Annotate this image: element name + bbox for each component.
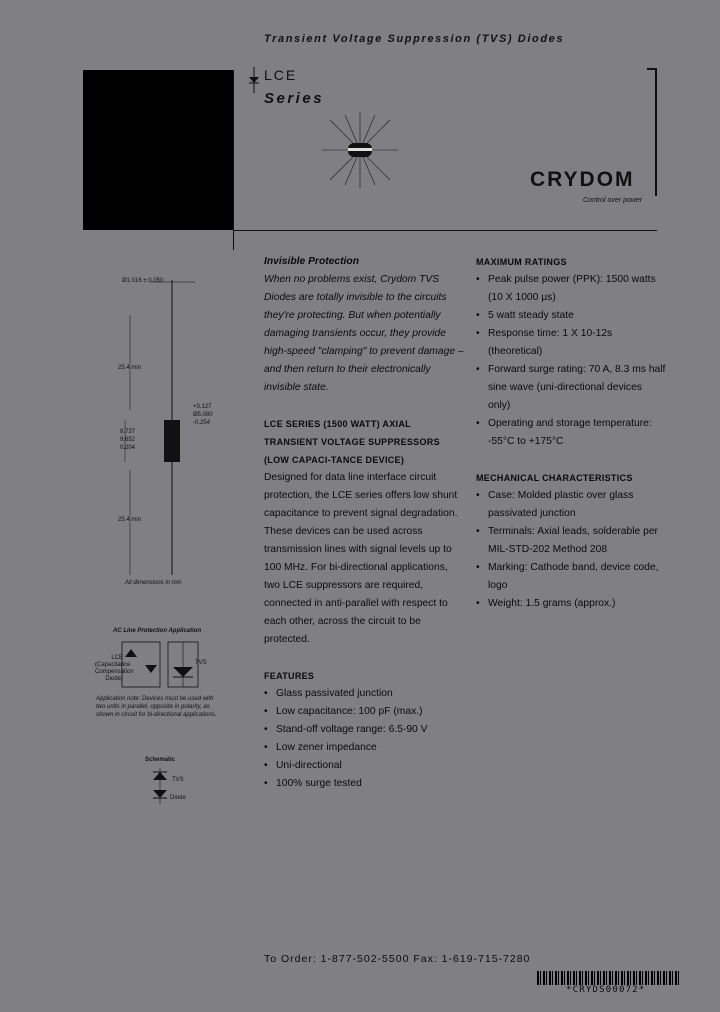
max-ratings-list	[476, 271, 666, 451]
schematic-tvs: TVS	[172, 777, 184, 783]
series-code: LCE	[264, 67, 298, 83]
list-item: • Stand-off voltage range: 6.5-90 V	[264, 721, 464, 739]
app-note: Application note: Devices must be used with two units in parallel, opposite in polarity, as shown in circuit for bi-directional applications.	[96, 696, 217, 718]
content-column-2	[476, 253, 666, 613]
brand-logo: CRYDOM	[530, 168, 635, 191]
dim-body-diameter: +0.127 Ø5.080 -0.254	[193, 404, 213, 426]
max-ratings-heading: MAXIMUM RATINGS	[476, 257, 567, 267]
list-item: • Glass passivated junction	[264, 685, 464, 703]
dim-lead-length: 25.4 min	[118, 365, 142, 371]
schematic-title: Schematic	[145, 757, 176, 763]
series-title: Series	[264, 90, 325, 107]
schematic-symbol	[150, 768, 170, 804]
mech-heading: MECHANICAL CHARACTERISTICS	[476, 473, 633, 483]
diode-sparkle-image	[320, 110, 400, 190]
content-column-1	[264, 253, 464, 793]
app-title: AC Line Protection Application	[113, 628, 202, 634]
list-item: • Weight: 1.5 grams (approx.)	[476, 595, 666, 613]
diode-symbol-icon	[247, 67, 261, 93]
list-item: • 100% surge tested	[264, 775, 464, 793]
list-item: • 5 watt steady state	[476, 307, 666, 325]
page-header-title: Transient Voltage Suppression (TVS) Diodes	[264, 33, 565, 45]
app-tvs-label: TVS	[195, 660, 207, 666]
list-item: • Operating and storage temperature: -55°C to +175°C	[476, 415, 666, 451]
list-item: • Terminals: Axial leads, solderable per MIL-STD-202 Method 208	[476, 523, 666, 559]
list-item: • Forward surge rating: 70 A, 8.3 ms half sine wave (uni-directional devices only)	[476, 361, 666, 415]
invisible-heading: Invisible Protection	[264, 256, 359, 267]
dim-lead-length-2: 25.4 min	[118, 517, 142, 523]
invisible-body: When no problems exist, Crydom TVS Diodes are totally invisible to the circuits they're protecting. But when potentially damaging transients occur, they provide high-speed "clamping" to prevent damage – and then return to their electronically invisible state.	[264, 274, 464, 393]
barcode	[537, 971, 679, 985]
mech-list	[476, 487, 666, 613]
dim-body-length: 8.737 9.652 0.204	[120, 429, 136, 451]
list-item: • Low zener impedance	[264, 739, 464, 757]
features-heading: FEATURES	[264, 671, 315, 681]
list-item: • Peak pulse power (PPK): 1500 watts (10 X 1000 µs)	[476, 271, 666, 307]
document-code: *CRYDS00072*	[566, 985, 646, 995]
lce-body: Designed for data line interface circuit protection, the LCE series offers low shunt capacitance to prevent signal degradation. These devices can be used across transmission lines with signal levels up to 100 MHz. For bi-directional applications, two LCE suppressors are required, connected in anti-parallel with respect to each other, across the circuit to be protected.	[264, 472, 458, 645]
dim-lead-diameter: Ø1.016 ± 0.050	[122, 278, 164, 284]
divider-horizontal	[233, 230, 657, 231]
app-lce-label: LCE (Capacitance Compensation Diode)	[95, 655, 134, 682]
list-item: • Response time: 1 X 10-12s (theoretical)	[476, 325, 666, 361]
list-item: • Marking: Cathode band, device code, logo	[476, 559, 666, 595]
list-item: • Low capacitance: 100 pF (max.)	[264, 703, 464, 721]
schematic-diode: Diode	[170, 795, 186, 801]
header-black-panel	[83, 70, 233, 230]
brand-bracket	[647, 68, 657, 196]
brand-tagline: Control over power	[583, 197, 643, 204]
order-footer: To Order: 1-877-502-5500 Fax: 1-619-715-7280	[264, 953, 531, 965]
dim-note: All dimensions in mm	[125, 580, 182, 586]
divider-vertical	[233, 70, 234, 250]
list-item: • Case: Molded plastic over glass passivated junction	[476, 487, 666, 523]
list-item: • Uni-directional	[264, 757, 464, 775]
features-list	[264, 685, 464, 793]
lce-heading: LCE SERIES (1500 WATT) AXIAL TRANSIENT VOLTAGE SUPPRESSORS (LOW CAPACI-TANCE DEVICE)	[264, 419, 440, 465]
